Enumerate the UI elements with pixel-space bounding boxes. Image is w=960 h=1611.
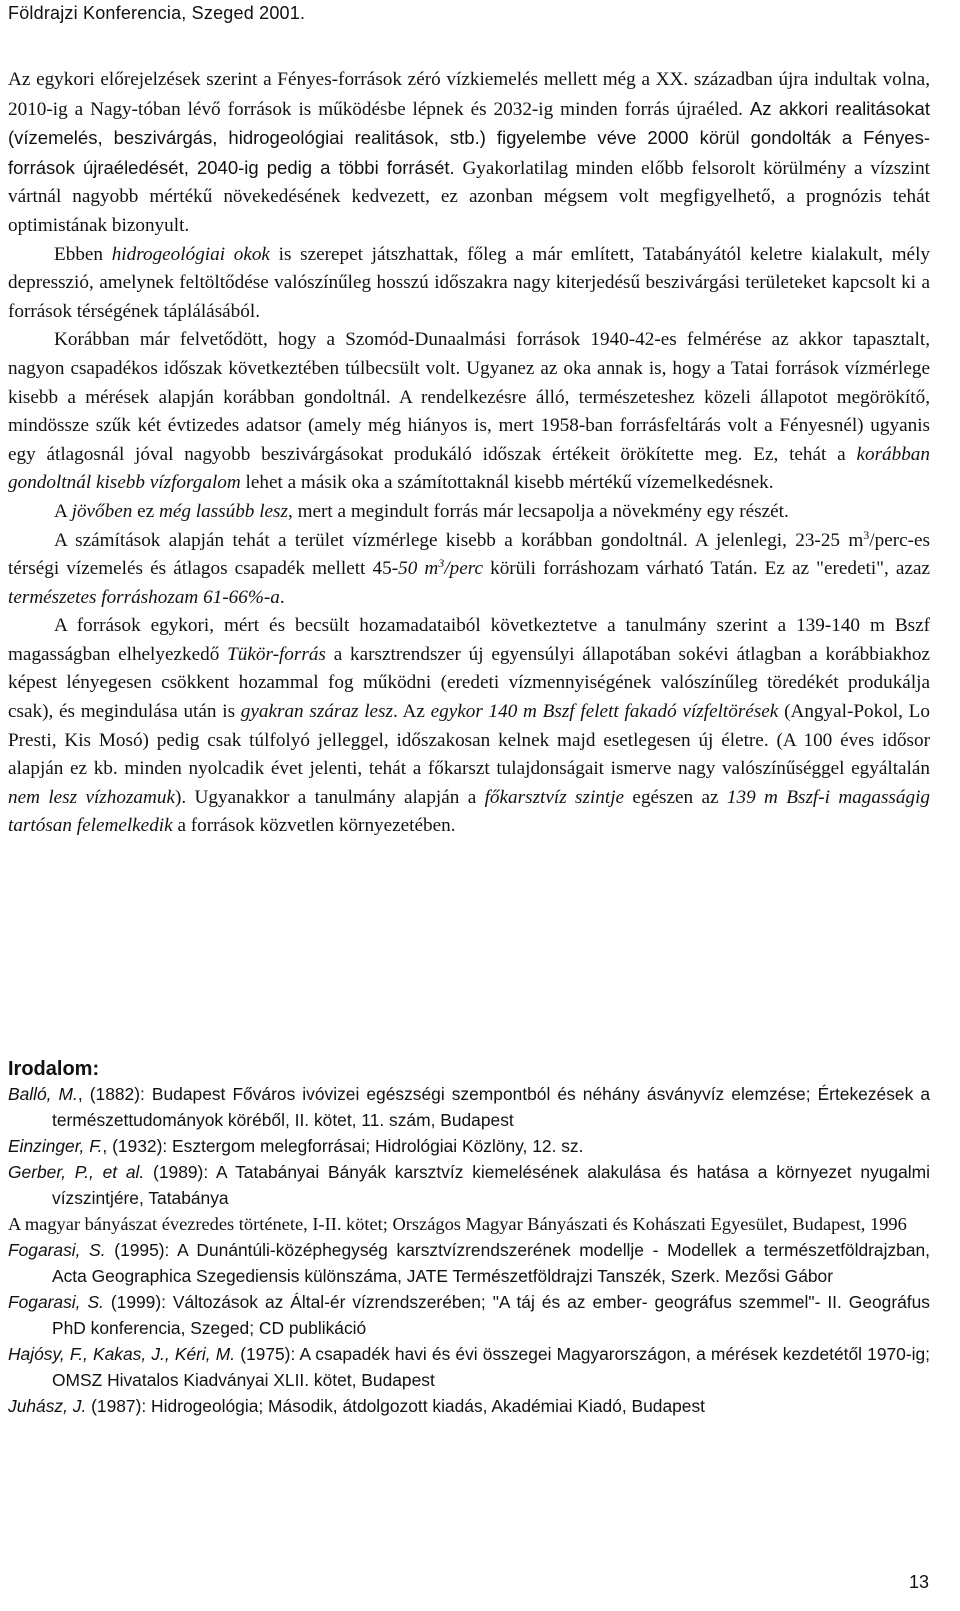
reference-text: (1999): Változások az Által-ér vízrendszerében; "A táj és az ember- geográfus szemmel"- II. Geográfus PhD konferencia, Szeged; CD publikáció	[52, 1292, 930, 1338]
reference-author: Juhász, J.	[8, 1396, 87, 1416]
p4-italic-2: még lassúbb lesz	[159, 500, 288, 522]
reference-item	[8, 1237, 930, 1289]
p5-text-4: .	[279, 586, 285, 608]
p5-italic-1: 50 m	[398, 558, 439, 580]
reference-item	[8, 1211, 930, 1237]
running-header: Földrajzi Konferencia, Szeged 2001.	[8, 3, 306, 23]
paragraph-1-sentence-1: Az egykori előrejelzések szerint a Fényes-források zéró vízkiemelés mellett még a XX. században újra indultak volna, 2010-ig a Nagy-tóban lévő források is működésbe lépnek és 2032-ig minden forrás újraéled.	[8, 69, 930, 120]
main-text	[8, 66, 930, 841]
p5-italic-3: természetes forráshozam 61-66%-a	[8, 586, 280, 608]
reference-item	[8, 1341, 930, 1393]
p2-italic-1: hidrogeológiai okok	[111, 243, 270, 265]
reference-text: , (1932): Esztergom melegforrásai; Hidrológiai Közlöny, 12. sz.	[102, 1136, 584, 1156]
reference-text: (1995): A Dunántúli-középhegység karsztvízrendszerének modellje - Modellek a természetföldrajzban, Acta Geographica Szegediensis különszáma, JATE Természetföldrajzi Tanszék, Szerk. Mezősi Gábor	[52, 1240, 930, 1286]
reference-text: A magyar bányászat évezredes története, I-II. kötet; Országos Magyar Bányászati és Kohászati Egyesület, Budapest, 1996	[8, 1214, 907, 1234]
paragraph-4	[8, 498, 930, 527]
p2-text-1: Ebben	[54, 243, 112, 265]
p6-italic-3: egykor 140 m Bszf felett fakadó vízfeltörések	[430, 701, 779, 723]
p6-text-1: A források egykori, mért és becsült hozamadataiból következtetve a tanulmány szerint a 139-140 m Bszf magasságban elhelyezkedő	[8, 615, 930, 665]
reference-item	[8, 1289, 930, 1341]
p5-text-1: A számítások alapján tehát a terület vízmérlege kisebb a korábban gondoltnál. A jelenlegi, 23-25 m	[54, 529, 864, 551]
references-heading: Irodalom:	[8, 1058, 100, 1080]
reference-author: Einzinger, F.	[8, 1136, 103, 1156]
p6-italic-6: 139 m Bszf-i magasságig tartósan felemelkedik	[8, 786, 931, 837]
reference-author: Fogarasi, S.	[8, 1240, 106, 1260]
p6-text-4: (Angyal-Pokol, Lo Presti, Kis Mosó) pedig csak túlfolyó jelleggel, időszakosan kelnek majd esetlegesen új életre. (A 100 éves idősor alapján ez kb. minden nyolcadik évet jelenti, tehát a főkarszt tulajdonságait ismerve nagy valószínűséggel egyáltalán	[8, 701, 930, 780]
reference-item	[8, 1393, 930, 1419]
reference-item	[8, 1081, 930, 1133]
p3-text-2: lehet a másik oka a számítottaknál kisebb mértékű vízemelkedésnek.	[240, 472, 774, 494]
p6-italic-1: Tükör-forrás	[227, 643, 326, 665]
reference-author: Gerber, P., et al.	[8, 1162, 145, 1182]
p6-text-7: a források közvetlen környezetében.	[172, 815, 456, 837]
p4-text-1: A	[54, 500, 72, 522]
paragraph-1-sentence-3: Gyakorlatilag minden előbb felsorolt körülmény a vízszint vártnál nagyobb mértékű növekedésének kedvezett, ez azonban mégsem volt megfigyelhető, a prognózis tehát optimistának bizonyult.	[8, 157, 930, 236]
reference-author: Balló, M.	[8, 1084, 78, 1104]
p6-text-5: ). Ugyanakkor a tanulmány alapján a	[175, 786, 485, 808]
paragraph-3	[8, 326, 930, 498]
p6-italic-2: gyakran száraz lesz	[240, 701, 393, 723]
p6-text-3: . Az	[392, 701, 431, 723]
p2-text-2: is szerepet játszhattak, főleg a már említett, Tatabányától keletre kialakult, mély depresszió, amelynek feltöltődése valószínűleg hosszú időszakra nagy kiterjedésű beszivárgási területeket kapcsolt ki a források térségének táplálásából.	[8, 243, 930, 322]
reference-author: Hajósy, F., Kakas, J., Kéri, M.	[8, 1344, 236, 1364]
p3-italic-1: korábban gondoltnál kisebb vízforgalom	[8, 443, 930, 494]
page-number: 13	[908, 1572, 929, 1592]
p5-text-3: körüli forráshozam várható Tatán. Ez az "eredeti", azaz	[482, 558, 930, 580]
reference-item	[8, 1159, 930, 1211]
reference-text: (1989): A Tatabányai Bányák karsztvíz kiemelésének alakulása és hatása a környezet nyugalmi vízszintjére, Tatabánya	[52, 1162, 930, 1208]
p5-italic-2: /perc	[444, 558, 483, 580]
p4-text-3: , mert a megindult forrás már lecsapolja a növekmény egy részét.	[287, 500, 789, 522]
reference-author: Fogarasi, S.	[8, 1292, 104, 1312]
reference-text: , (1882): Budapest Főváros ivóvizei egészségi szempontból és néhány ásványvíz elemzése; Értekezések a természettudományok köréből, II. kötet, 11. szám, Budapest	[52, 1084, 930, 1130]
p5-italic-superscript-text: 3	[438, 555, 445, 570]
p6-text-6: egészen az	[624, 786, 727, 808]
paragraph-5	[8, 527, 930, 613]
references-list	[8, 1081, 930, 1419]
reference-text: (1975): A csapadék havi és évi összegei Magyarországon, a mérések kezdetétől 1970-ig; OMSZ Hivatalos Kiadványai XLII. kötet, Budapest	[52, 1344, 930, 1390]
p6-italic-4: nem lesz vízhozamuk	[8, 786, 175, 808]
p6-italic-5: főkarsztvíz szintje	[484, 786, 625, 808]
paragraph-6	[8, 612, 930, 841]
paragraph-1	[8, 66, 930, 241]
reference-text: (1987): Hidrogeológia; Második, átdolgozott kiadás, Akadémiai Kiadó, Budapest	[86, 1396, 706, 1416]
p5-superscript-1: 3	[863, 527, 870, 542]
p4-italic-1: jövőben	[71, 500, 133, 522]
p4-text-2: ez	[132, 500, 159, 522]
reference-item	[8, 1133, 930, 1159]
p6-text-2: a karsztrendszer új egyensúlyi állapotában sokévi átlagban a korábbiakhoz képest lényegesen csökkent hozammal fog működni (eredeti vízmennyiségének valószínűleg töredékét produkálja csak), és megindulása után is	[8, 643, 930, 723]
paragraph-1-sentence-2: Az akkori realitásokat (vízemelés, beszivárgás, hidrogeológiai realitások, stb.) figyelembe véve 2000 körül gondolták a Fényes-források újraéledését, 2040-ig pedig a többi forrásét.	[8, 97, 930, 178]
paragraph-2	[8, 241, 930, 327]
p5-text-2: /perc-es térségi vízemelés és átlagos csapadék mellett 45-	[8, 529, 930, 580]
p3-text-1: Korábban már felvetődött, hogy a Szomód-Dunaalmási források 1940-42-es felmérése az akkor tapasztalt, nagyon csapadékos időszak következtében túlbecsült volt. Ugyanez az oka annak is, hogy a Tatai források vízmérlege kisebb a mérések alapján korábban gondoltnál. A rendelkezésre álló, természeteshez közeli állapotot megörökítő, mindössze szűk két évtizedes adatsor (amely még hiányos is, mert 1958-ban forrásfeltárás volt a Fényesnél) ugyanis egy átlagosnál jóval nagyobb beszivárgásokat produkáló időszak értékeit örökítette meg. Ez, tehát a	[8, 329, 930, 465]
